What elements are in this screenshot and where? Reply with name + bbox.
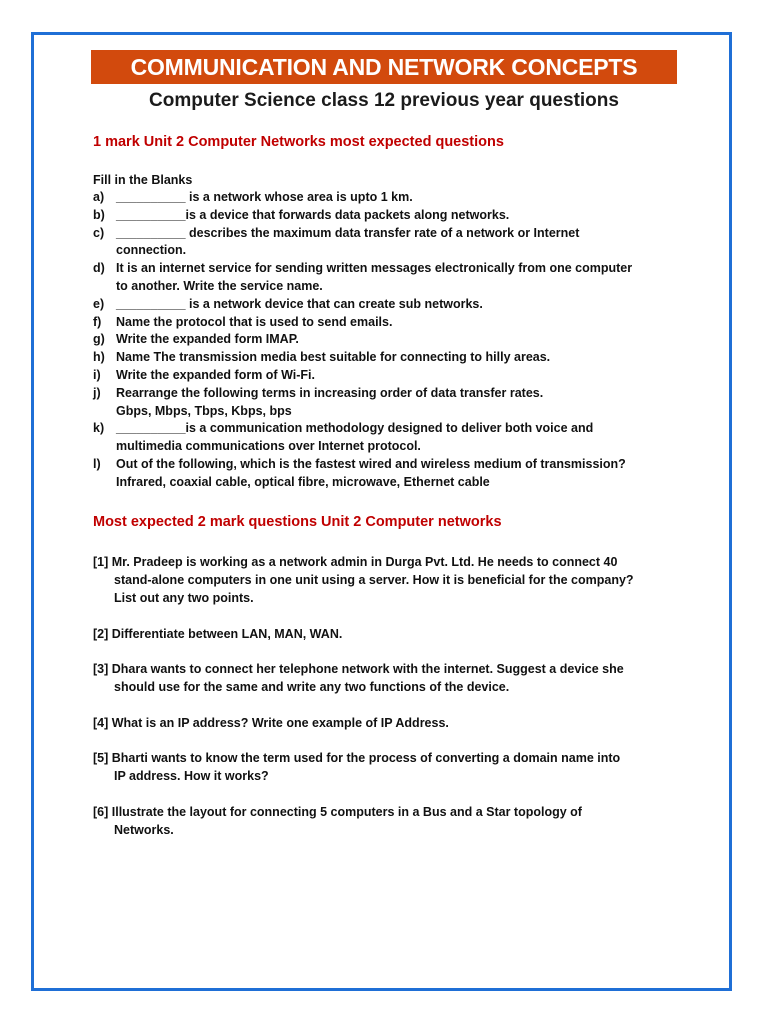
item-text-continued: multimedia communications over Internet protocol. xyxy=(116,439,421,454)
question-text: [1] Mr. Pradeep is working as a network admin in Durga Pvt. Ltd. He needs to connect 40 xyxy=(93,555,618,569)
fill-in-blanks-intro: Fill in the Blanks xyxy=(93,173,193,187)
list-item xyxy=(93,314,693,332)
item-text-continued: connection. xyxy=(116,243,187,258)
question-item xyxy=(93,803,703,839)
item-text: It is an internet service for sending written messages electronically from one computer xyxy=(116,261,633,276)
question-text: [5] Bharti wants to know the term used for the process of converting a domain name into xyxy=(93,751,621,765)
question-text-continued: List out any two points. xyxy=(114,591,254,605)
list-item xyxy=(93,420,693,456)
question-item xyxy=(93,625,703,643)
item-marker: g) xyxy=(93,332,105,347)
question-text-continued: Networks. xyxy=(114,822,174,837)
item-text-continued: Infrared, coaxial cable, optical fibre, microwave, Ethernet cable xyxy=(116,474,490,489)
question-text: [2] Differentiate between LAN, MAN, WAN. xyxy=(93,626,343,641)
list-item xyxy=(93,296,693,314)
question-text: [3] Dhara wants to connect her telephone network with the internet. Suggest a device she xyxy=(93,662,624,676)
question-text-continued: IP address. How it works? xyxy=(114,769,269,783)
item-text: __________ describes the maximum data transfer rate of a network or Internet xyxy=(116,225,580,240)
question-text-continued: should use for the same and write any two functions of the device. xyxy=(114,680,510,694)
section-1-heading: 1 mark Unit 2 Computer Networks most expected questions xyxy=(93,134,504,150)
question-text: [4] What is an IP address? Write one example of IP Address. xyxy=(93,715,449,730)
question-item xyxy=(93,749,703,785)
item-text-continued: to another. Write the service name. xyxy=(116,278,323,293)
item-marker: d) xyxy=(93,261,105,276)
item-marker: l) xyxy=(93,456,101,471)
item-text: __________is a device that forwards data packets along networks. xyxy=(116,207,510,222)
item-marker: k) xyxy=(93,421,105,436)
item-text: Write the expanded form IMAP. xyxy=(116,332,299,347)
list-item xyxy=(93,456,693,492)
list-item xyxy=(93,349,693,367)
question-item xyxy=(93,553,703,607)
list-item xyxy=(93,385,693,421)
item-text: Name the protocol that is used to send emails. xyxy=(116,314,393,329)
list-item xyxy=(93,367,693,385)
item-marker: e) xyxy=(93,296,105,311)
item-marker: b) xyxy=(93,207,105,222)
list-item xyxy=(93,260,693,296)
item-marker: a) xyxy=(93,190,105,204)
question-text: [6] Illustrate the layout for connecting 5 computers in a Bus and a Star topology of xyxy=(93,804,582,819)
item-text: __________is a communication methodology designed to deliver both voice and xyxy=(116,421,594,436)
question-item xyxy=(93,660,703,696)
item-text: __________ is a network whose area is upto 1 km. xyxy=(116,190,413,204)
item-text-continued: Gbps, Mbps, Tbps, Kbps, bps xyxy=(116,403,292,418)
page-title: COMMUNICATION AND NETWORK CONCEPTS xyxy=(91,50,677,84)
item-marker: h) xyxy=(93,350,105,365)
item-marker: i) xyxy=(93,367,101,382)
item-marker: j) xyxy=(93,385,101,400)
item-text: Rearrange the following terms in increasing order of data transfer rates. xyxy=(116,385,544,400)
two-mark-question-list xyxy=(93,553,703,856)
question-item xyxy=(93,714,703,732)
list-item xyxy=(93,189,693,207)
item-text: __________ is a network device that can create sub networks. xyxy=(116,296,483,311)
item-marker: c) xyxy=(93,225,105,240)
section-2-heading: Most expected 2 mark questions Unit 2 Computer networks xyxy=(93,514,502,530)
fill-in-blanks-list xyxy=(93,189,693,492)
list-item xyxy=(93,207,693,225)
item-text: Name The transmission media best suitable for connecting to hilly areas. xyxy=(116,350,551,365)
item-text: Out of the following, which is the fastest wired and wireless medium of transmission? xyxy=(116,456,626,471)
list-item xyxy=(93,225,693,261)
item-marker: f) xyxy=(93,314,102,329)
question-text-continued: stand-alone computers in one unit using a server. How it is beneficial for the company? xyxy=(114,573,634,587)
list-item xyxy=(93,331,693,349)
page-subtitle: Computer Science class 12 previous year questions xyxy=(149,90,619,111)
item-text: Write the expanded form of Wi-Fi. xyxy=(116,367,315,382)
